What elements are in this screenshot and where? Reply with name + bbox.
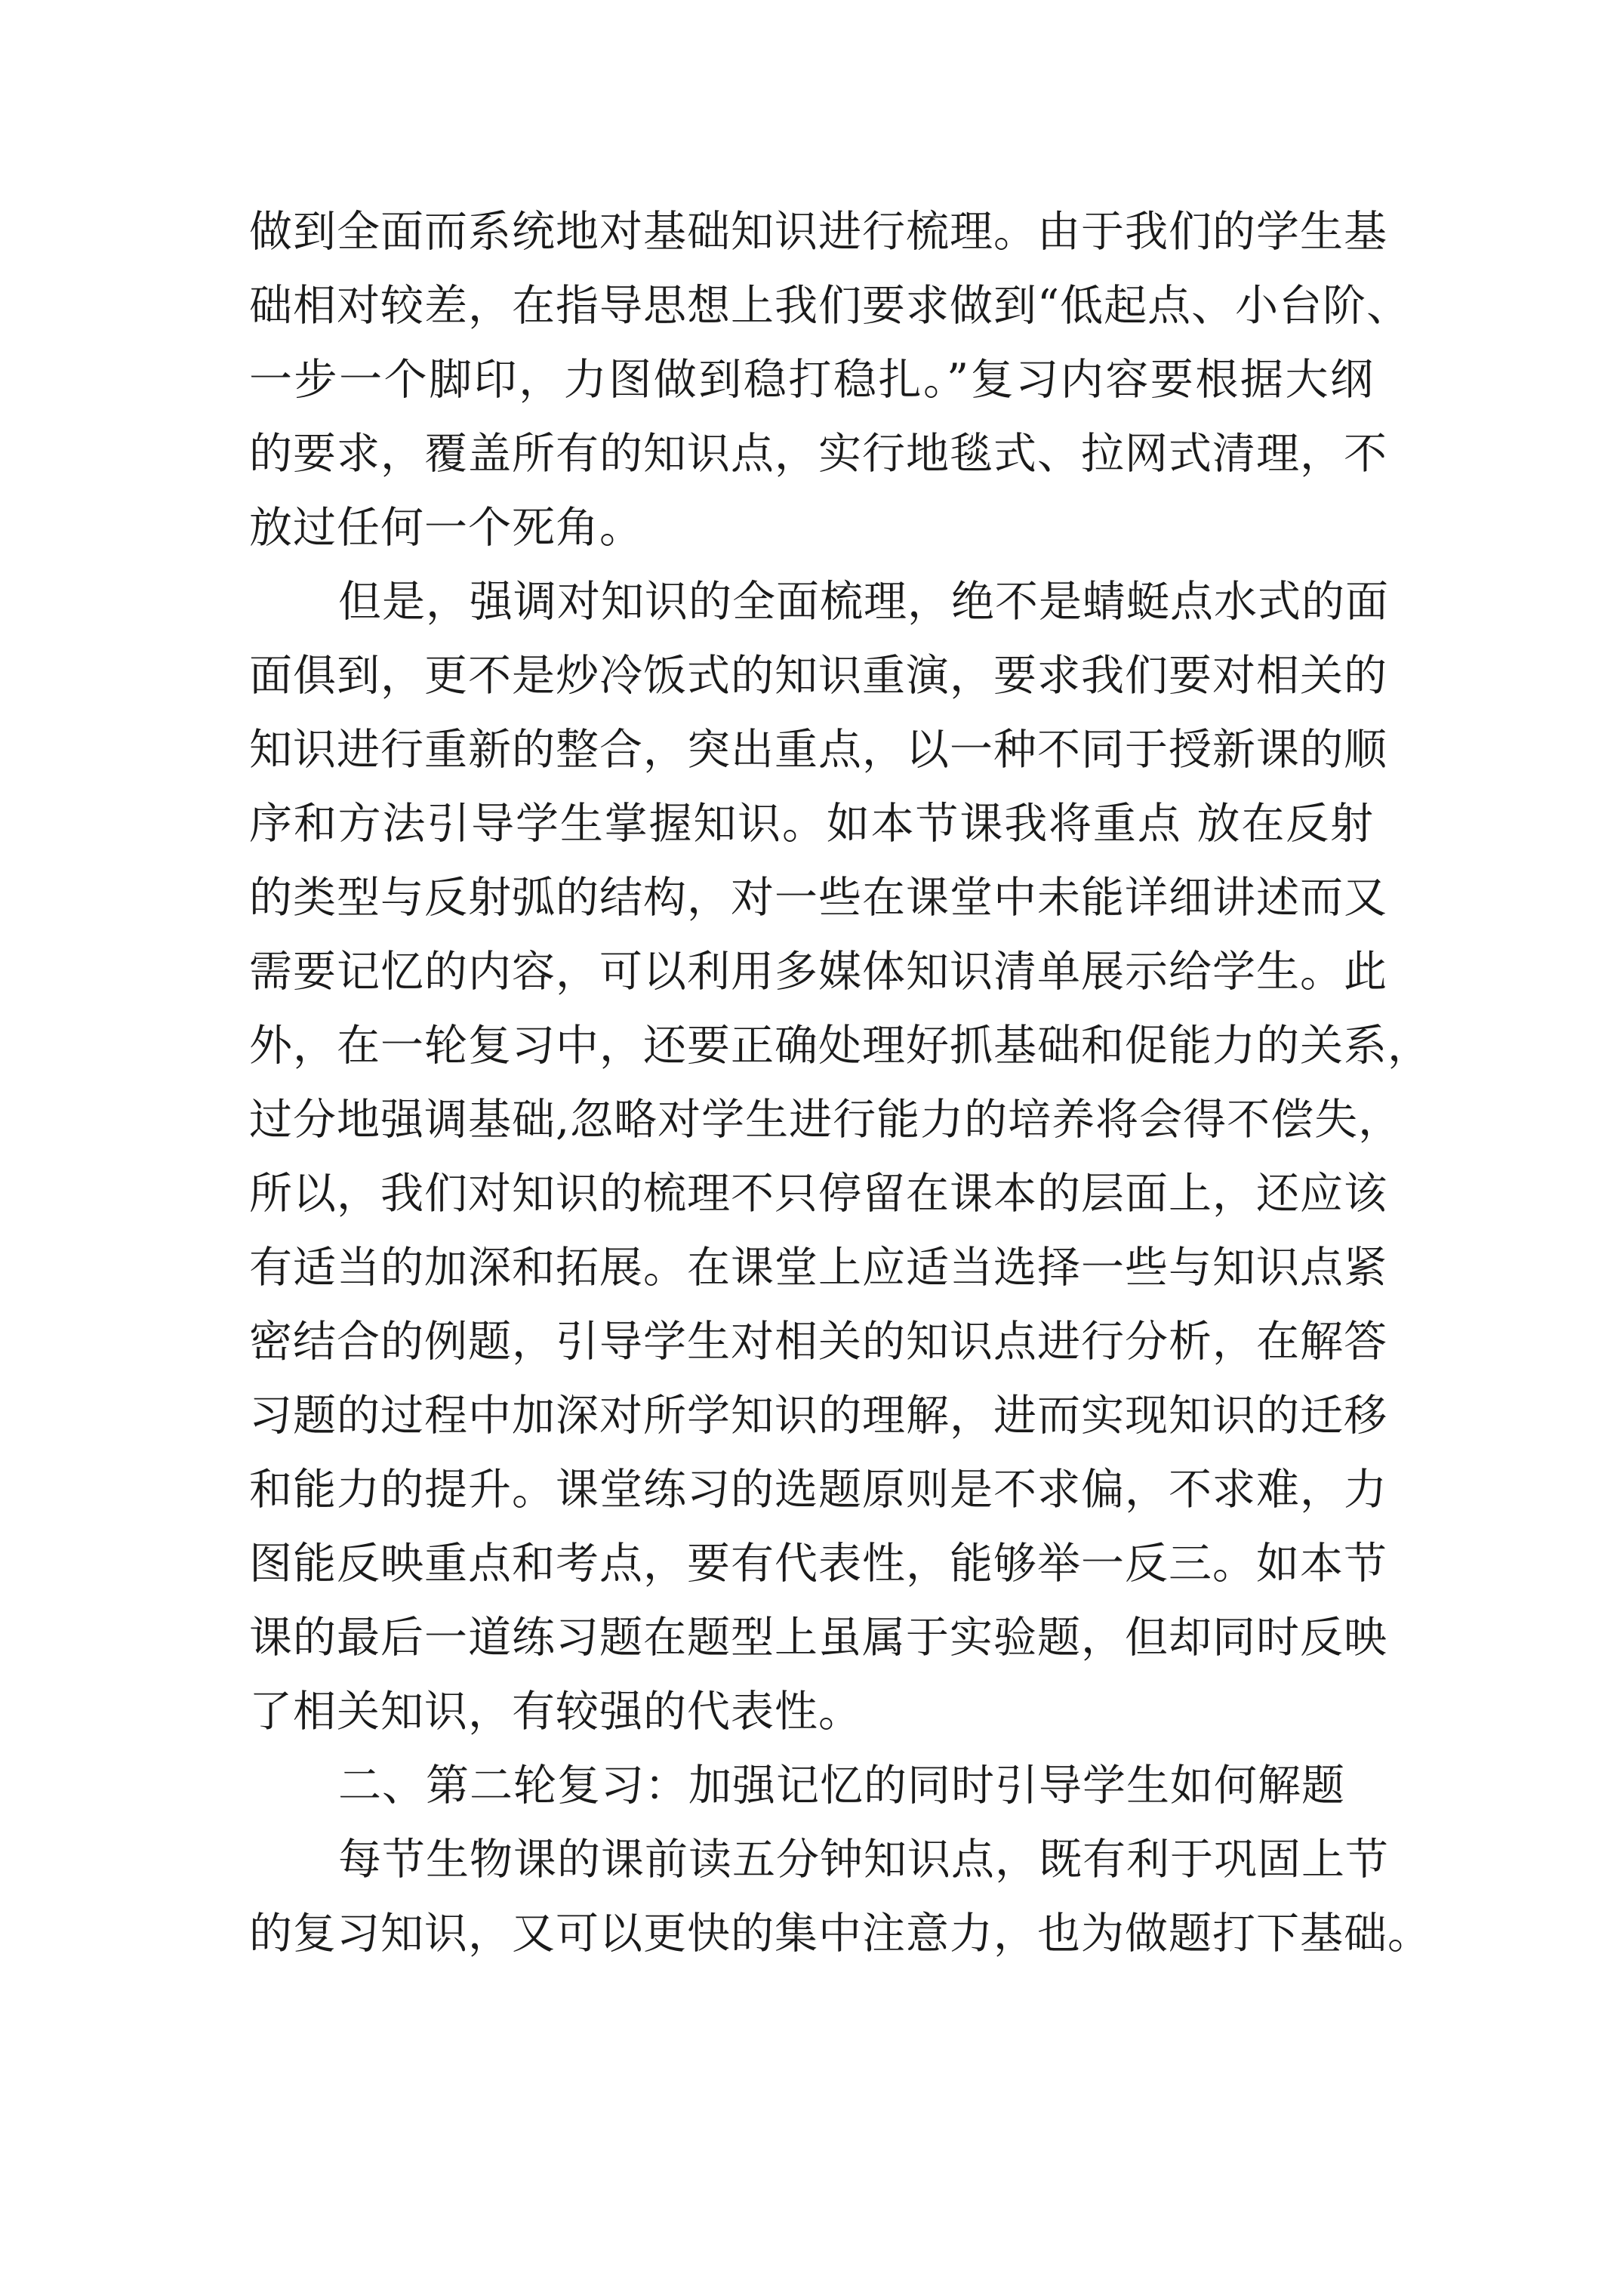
text-line: 的类型与反射弧的结构，对一些在课堂中未能详细讲述而又 [249,873,1387,923]
text-line: 知识进行重新的整合，突出重点，以一种不同于授新课的顺 [249,725,1387,775]
text-line: 和能力的提升。课堂练习的选题原则是不求偏，不求难，力 [249,1465,1387,1515]
text-line: 的要求，覆盖所有的知识点，实行地毯式、拉网式清理，不 [249,429,1387,479]
text-line: 面俱到，更不是炒冷饭式的知识重演，要求我们要对相关的 [249,651,1387,701]
body-text [249,195,1431,1971]
text-line: 一步一个脚印，力图做到稳打稳扎。”复习内容要根据大纲 [249,355,1374,405]
text-line: 有适当的加深和拓展。在课堂上应适当选择一些与知识点紧 [249,1243,1387,1293]
paragraph-first-line: 每节生物课的课前读五分钟知识点，既有利于巩固上节 [338,1835,1389,1885]
paragraph-first-line: 但是，强调对知识的全面梳理，绝不是蜻蜓点水式的面 [338,577,1389,627]
text-line: 的复习知识，又可以更快的集中注意力，也为做题打下基础。 [249,1909,1431,1959]
text-line: 密结合的例题，引导学生对相关的知识点进行分析，在解答 [249,1317,1387,1367]
text-line: 习题的过程中加深对所学知识的理解，进而实现知识的迁移 [249,1391,1387,1441]
text-line: 外，在一轮复习中，还要正确处理好抓基础和促能力的关系， [249,1021,1431,1071]
text-line: 需要记忆的内容，可以利用多媒体知识清单展示给学生。此 [249,947,1387,997]
text-line: 过分地强调基础,忽略对学生进行能力的培养将会得不偿失， [249,1095,1403,1145]
text-line: 图能反映重点和考点，要有代表性，能够举一反三。如本节 [249,1539,1387,1589]
text-line: 所以，我们对知识的梳理不只停留在课本的层面上，还应该 [249,1169,1387,1219]
text-line: 序和方法引导学生掌握知识。如本节课我将重点 放在反射 [249,799,1374,849]
text-line: 了相关知识，有较强的代表性。 [249,1687,862,1737]
section-heading: 二、第二轮复习：加强记忆的同时引导学生如何解题 [338,1761,1345,1811]
text-line: 放过任何一个死角。 [249,503,643,553]
text-line: 课的最后一道练习题在题型上虽属于实验题，但却同时反映 [249,1613,1387,1663]
text-line: 础相对较差，在指导思想上我们要求做到“低起点、小台阶、 [249,281,1411,331]
text-line: 做到全面而系统地对基础知识进行梳理。由于我们的学生基 [249,207,1387,257]
